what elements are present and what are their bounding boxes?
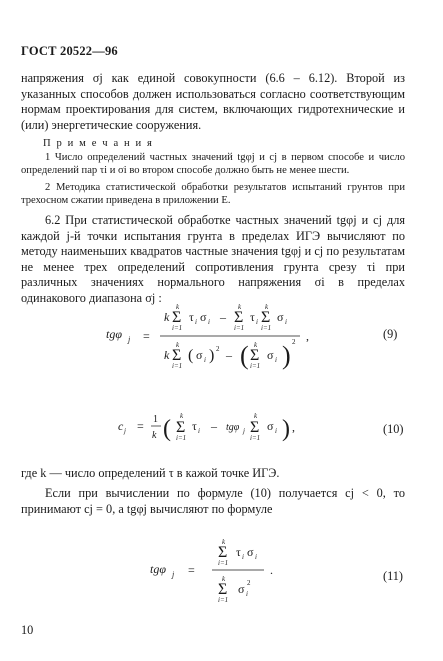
svg-text:(: ( [163, 416, 171, 442]
svg-text:j: j [243, 427, 245, 435]
svg-text:τ: τ [192, 419, 197, 433]
svg-text:k: k [176, 303, 180, 311]
svg-text:τ: τ [236, 545, 241, 559]
svg-text:2: 2 [247, 579, 251, 587]
svg-text:k: k [164, 348, 170, 362]
svg-text:=: = [188, 563, 195, 577]
svg-text:k: k [222, 575, 226, 583]
svg-text:k: k [180, 412, 184, 420]
equation-number-10: (10) [383, 422, 404, 436]
svg-text:i: i [275, 427, 277, 435]
svg-text:Σ: Σ [250, 347, 260, 364]
paragraph-intro: напряжения σj как единой совокупности (6.6 – 6.12). Второй из указанных способов должен использоваться согласно соответствующим нормам проектирования для систем, включающих гидротехнические и (или) энергетические сооружения. [21, 71, 405, 132]
svg-text:i=1: i=1 [234, 324, 245, 332]
svg-text:σ: σ [267, 419, 274, 433]
svg-text:Σ: Σ [172, 309, 182, 326]
svg-text:(: ( [188, 347, 194, 364]
svg-text:i=1: i=1 [172, 362, 183, 370]
svg-text:k: k [265, 303, 269, 311]
page-number: 10 [21, 623, 34, 637]
svg-text:σ: σ [238, 582, 245, 596]
equation-number-9: (9) [383, 327, 398, 341]
formula-10 [0, 396, 443, 454]
paragraph-if-c-negative: Если при вычислении по формуле (10) получается cj < 0, то принимают cj = 0, а tgφj вычисляют по формуле [21, 486, 405, 516]
svg-text:–: – [220, 310, 226, 324]
svg-text:j: j [172, 570, 175, 579]
svg-text:i=1: i=1 [218, 596, 229, 602]
svg-text:Σ: Σ [234, 309, 244, 326]
svg-text:tgφ: tgφ [226, 422, 240, 433]
svg-text:k: k [254, 412, 258, 420]
svg-text:i: i [242, 553, 244, 561]
svg-text:,: , [292, 420, 295, 434]
svg-text:.: . [270, 563, 273, 577]
svg-text:–: – [211, 419, 217, 433]
svg-text:Σ: Σ [172, 347, 182, 364]
svg-text:=: = [137, 419, 144, 433]
svg-text:Σ: Σ [261, 309, 271, 326]
svg-text:i: i [256, 318, 258, 326]
svg-text:j: j [124, 427, 126, 435]
svg-text:σ: σ [200, 310, 207, 324]
svg-text:i: i [204, 356, 206, 364]
svg-text:σ: σ [247, 545, 254, 559]
notes-title: П р и м е ч а н и я [43, 138, 154, 149]
svg-text:τ: τ [189, 310, 194, 324]
svg-text:i: i [255, 553, 257, 561]
svg-text:c: c [118, 419, 124, 433]
document-header: ГОСТ 20522—96 [21, 44, 118, 58]
svg-text:i: i [208, 318, 210, 326]
svg-text:i=1: i=1 [250, 362, 261, 370]
formula-9 [0, 286, 443, 386]
svg-text:Σ: Σ [218, 544, 228, 561]
svg-text:–: – [226, 348, 232, 362]
svg-text:σ: σ [267, 348, 274, 362]
svg-text:i: i [195, 318, 197, 326]
svg-text:2: 2 [292, 338, 296, 346]
svg-text:k: k [254, 341, 258, 349]
svg-text:i: i [285, 318, 287, 326]
svg-text:Σ: Σ [176, 419, 186, 436]
svg-text:i=1: i=1 [176, 434, 187, 442]
formula-11 [0, 530, 443, 602]
svg-text:): ) [282, 341, 291, 370]
svg-text:i: i [246, 590, 248, 598]
svg-text:k: k [222, 538, 226, 546]
svg-text:tgφ: tgφ [106, 327, 122, 341]
svg-text:k: k [238, 303, 242, 311]
note-2: 2 Методика статистической обработки результатов испытаний грунтов при трехосном сжатии приведена в приложении Е. [21, 182, 405, 207]
svg-text:i=1: i=1 [250, 434, 261, 442]
svg-text:): ) [209, 347, 215, 364]
note-1: 1 Число определений частных значений tgφj и cj в первом способе и число определений пар τi и σi во втором способе должно быть не менее шести. [21, 152, 405, 177]
svg-text:(: ( [240, 341, 249, 370]
svg-text:i=1: i=1 [218, 559, 229, 567]
svg-text:i: i [198, 427, 200, 435]
svg-text:σ: σ [196, 348, 203, 362]
svg-text:tgφ: tgφ [150, 562, 166, 576]
svg-text:σ: σ [277, 310, 284, 324]
svg-text:): ) [282, 416, 290, 442]
svg-text:=: = [143, 329, 150, 343]
svg-text:i=1: i=1 [261, 324, 272, 332]
svg-text:j: j [128, 335, 131, 344]
svg-text:1: 1 [153, 414, 158, 425]
svg-text:k: k [176, 341, 180, 349]
equation-number-11: (11) [383, 569, 404, 583]
svg-text:2: 2 [216, 345, 220, 353]
svg-text:Σ: Σ [250, 419, 260, 436]
svg-text:,: , [306, 329, 309, 343]
svg-text:k: k [152, 430, 157, 441]
svg-text:τ: τ [250, 310, 255, 324]
svg-text:Σ: Σ [218, 581, 228, 598]
paragraph-6-2: 6.2 При статистической обработке частных значений tgφj и cj для каждой j-й точки испытания грунта в пределах ИГЭ вычисляют по методу наименьших квадратов частные значения tgφj и cj по результатам не менее трех определений сопротивления грунта срезу τi при различных значениях нормального напряжения σi в пределах одинакового диапазона σj : [21, 213, 405, 305]
svg-text:k: k [164, 310, 170, 324]
svg-text:i=1: i=1 [172, 324, 183, 332]
svg-text:i: i [275, 356, 277, 364]
paragraph-where-k: где k — число определений τ в кажой точке ИГЭ. [21, 466, 280, 480]
